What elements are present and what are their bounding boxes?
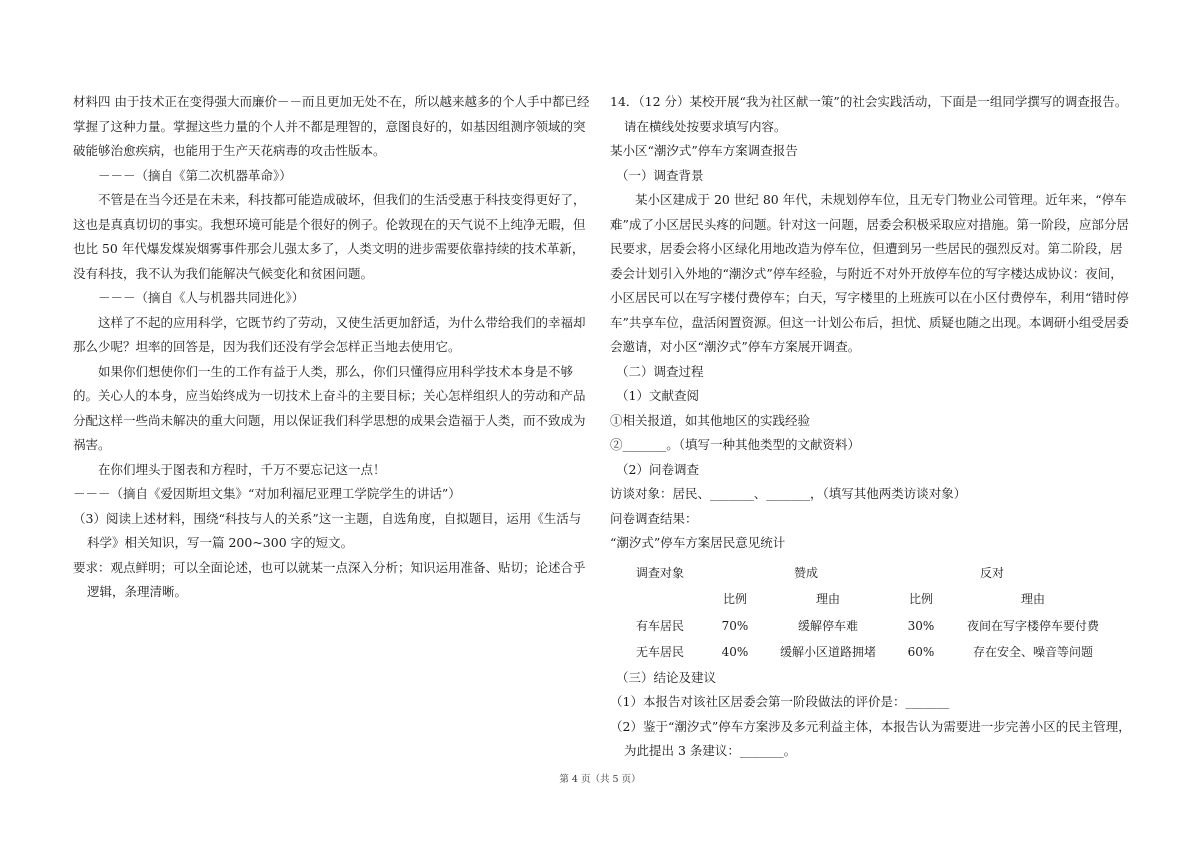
body-paragraph: 不管是在当今还是在未来，科技都可能造成破坏，但我们的生活受惠于科技变得更好了，这也是真真切切的事实。我想环境可能是个很好的例子。伦敦现在的天气说不上纯净无暇，但也比 50 年代爆发煤炭烟雾事件那会儿强太多了，人类文明的进步需要依靠持续的技术革新，没有科技，我不认为我们能解决气候变化和贫困问题。	[73, 192, 586, 281]
right-column	[610, 90, 1132, 764]
page-footer: 第 4 页（共 5 页）	[559, 774, 641, 785]
fill-blank-item: ②_______。（填写一种其他类型的文献资料）	[610, 437, 861, 452]
source-citation: －－－（摘自《人与机器共同进化》）	[98, 290, 305, 305]
table-header-row	[616, 560, 1114, 587]
fill-blank-item: （2）鉴于“潮汐式”停车方案涉及多元利益主体，本报告认为需要进一步完善小区的民主管理，为此提出 3 条建议：_______。	[610, 718, 1131, 758]
body-paragraph: 如果你们想使你们一生的工作有益于人类，那么，你们只懂得应用科学技术本身是不够的。关心人的本身，应当始终成为一切技术上奋斗的主要目标；关心怎样组织人的劳动和产品分配这样一些尚未解决的重大问题，用以保证我们科学思想的成果会造福于人类，而不致成为祸害。	[73, 363, 586, 452]
table-row	[616, 639, 1114, 666]
requirements-text: 要求：观点鲜明；可以全面论述，也可以就某一点深入分析；知识运用准备、贴切；论述合乎逻辑，条理清晰。	[73, 559, 586, 599]
table-header: 比例	[722, 592, 747, 606]
list-item: ①相关报道，如其他地区的实践经验	[610, 412, 811, 428]
subsection-heading: （2）问卷调查	[616, 461, 699, 477]
survey-table	[616, 560, 1114, 666]
table-cell: 夜间在写字楼停车要付费	[966, 618, 1099, 633]
table-cell: 70%	[721, 618, 749, 633]
table-cell: 缓解小区道路拥堵	[779, 645, 876, 659]
source-citation: －－－（摘自《第二次机器革命》）	[98, 167, 292, 183]
table-cell: 缓解停车难	[797, 618, 858, 633]
question-3-prompt: （3）阅读上述材料，围绕“科技与人的关系”这一主题，自选角度，自拟题目，运用《生活与科学》相关知识，写一篇 200~300 字的短文。	[73, 510, 582, 550]
table-header: 理由	[1020, 592, 1045, 606]
section-heading: （一）调查背景	[616, 167, 704, 183]
background-paragraph: 某小区建成于 20 世纪 80 年代，未规划停车位，且无专门物业公司管理。近年来，“停车难”成了小区居民头疼的问题。针对这一问题，居委会积极采取应对措施。第一阶段，应部分居民要求，居委会将小区绿化用地改造为停车位，但遭到另一些居民的强烈反对。第二阶段，居委会计划引入外地的“潮汐式”停车经验，与附近不对外开放停车位的写字楼达成协议：夜间，小区居民可以在写字楼付费停车；白天，写字楼里的上班族可以在小区付费停车，利用“错时停车”共享车位，盘活闲置资源。但这一计划公布后，担忧、质疑也随之出现。本调研小组受居委会邀请，对小区“潮汐式”停车方案展开调查。	[610, 192, 1129, 354]
table-cell: 无车居民	[635, 645, 684, 659]
fill-blank-item: （1）本报告对该社区居委会第一阶段做法的评价是：_______	[610, 694, 950, 709]
source-citation: －－－（摘自《爱因斯坦文集》“对加利福尼亚理工学院学生的讲话”）	[73, 486, 461, 501]
fill-blank-item: 访谈对象：居民、_______、_______，（填写其他两类访谈对象）	[610, 486, 967, 501]
body-paragraph: 在你们埋头于图表和方程时，千万不要忘记这一点！	[98, 461, 386, 477]
table-cell: 存在安全、噪音等问题	[972, 645, 1093, 659]
section-heading: （二）调查过程	[616, 363, 704, 379]
table-cell: 有车居民	[635, 618, 684, 633]
table-subheader-row	[616, 586, 1114, 613]
table-header: 赞成	[794, 565, 819, 580]
material-four-paragraph: 材料四 由于技术正在变得强大而廉价－－而且更加无处不在，所以越来越多的个人手中都已经掌握了这种力量。掌握这些力量的个人并不都是理智的，意图良好的，如基因组测序领域的突破能够治愈疾病，也能用于生产天花病毒的攻击性版本。	[73, 94, 590, 158]
table-header: 反对	[980, 565, 1005, 580]
table-caption: “潮汐式”停车方案居民意见统计	[610, 535, 786, 550]
subsection-heading: （1）文献查阅	[616, 388, 699, 403]
report-title: 某小区“潮汐式”停车方案调查报告	[610, 143, 798, 158]
left-column	[73, 90, 593, 605]
table-header: 调查对象	[635, 565, 684, 580]
table-header: 比例	[908, 592, 933, 606]
question-14-prompt: 14．（12 分）某校开展“我为社区献一策”的社会实践活动，下面是一组同学撰写的调查报告。请在横线处按要求填写内容。	[610, 94, 1128, 134]
table-row	[616, 613, 1114, 640]
results-label: 问卷调查结果：	[610, 510, 698, 526]
body-paragraph: 这样了不起的应用科学，它既节约了劳动，又使生活更加舒适，为什么带给我们的幸福却那么少呢？坦率的回答是，因为我们还没有学会怎样正当地去使用它。	[73, 314, 586, 354]
table-header: 理由	[815, 592, 840, 606]
table-cell: 40%	[721, 645, 749, 659]
section-heading: （三）结论及建议	[616, 669, 717, 685]
table-cell: 30%	[907, 618, 935, 633]
table-cell: 60%	[907, 645, 935, 659]
